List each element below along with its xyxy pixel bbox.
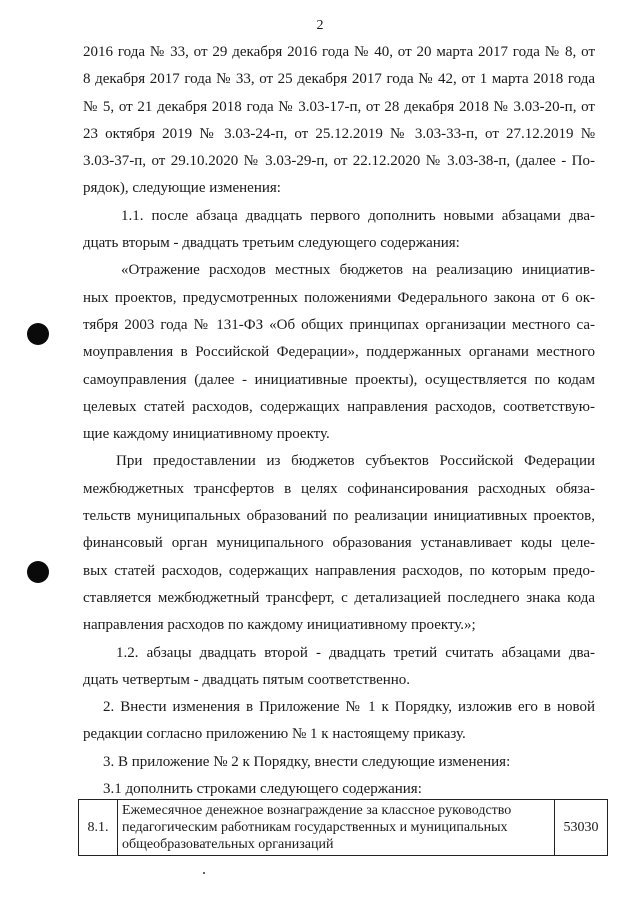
text-line: целевых статей расходов, содержащих направления расходов, соответствую- — [83, 398, 595, 415]
page-number: 2 — [316, 18, 324, 33]
inserted-rows-table — [78, 799, 608, 856]
text-line: 3.1 дополнить строками следующего содержания: — [103, 781, 422, 798]
text-line: дцать четвертым - двадцать пятым соответственно. — [83, 671, 411, 688]
text-line: 3.03-37-п, от 29.10.2020 № 3.03-29-п, от 22.12.2020 № 3.03-38-п, (далее - По- — [83, 153, 595, 170]
text-line: «Отражение расходов местных бюджетов на реализацию инициатив- — [121, 262, 595, 279]
description-line: педагогическим работникам государственных и муниципальных — [122, 820, 508, 835]
scan-speck — [203, 872, 205, 874]
row-amount: 53030 — [555, 800, 608, 856]
text-line: межбюджетных трансфертов в целях софинансирования расходных обяза- — [83, 480, 595, 497]
text-line: тября 2003 года № 131-ФЗ «Об общих принципах организации местного са- — [83, 316, 595, 333]
text-line: ных проектов, предусмотренных положениями Федерального закона от 6 ок- — [83, 289, 595, 306]
text-line: 2016 года № 33, от 29 декабря 2016 года № 40, от 20 марта 2017 года № 8, от — [83, 44, 595, 60]
description-line: Ежемесячное денежное вознаграждение за классное руководство — [122, 803, 512, 818]
text-line: щие каждому инициативному проекту. — [83, 426, 330, 443]
text-line: 1.1. после абзаца двадцать первого дополнить новыми абзацами два- — [121, 207, 595, 224]
punch-hole — [27, 561, 49, 583]
text-line: При предоставлении из бюджетов субъектов Российской Федерации — [116, 453, 595, 470]
text-line: 8 декабря 2017 года № 33, от 25 декабря 2017 года № 42, от 1 марта 2018 года — [83, 71, 595, 88]
text-line: 3. В приложение № 2 к Порядку, внести следующие изменения: — [103, 753, 511, 770]
document-body — [83, 39, 595, 803]
description-line: общеобразовательных организаций — [122, 837, 334, 852]
text-line: 23 октября 2019 № 3.03-24-п, от 25.12.2019 № 3.03-33-п, от 27.12.2019 № — [83, 125, 595, 142]
text-line: № 5, от 21 декабря 2018 года № 3.03-17-п, от 28 декабря 2018 № 3.03-20-п, от — [83, 98, 595, 115]
table-row — [79, 800, 608, 856]
text-line: моуправления в Российской Федерации», поддержанных органами местного — [83, 344, 595, 361]
text-line: дцать вторым - двадцать третьим следующего содержания: — [83, 235, 460, 252]
text-line: рядок), следующие изменения: — [83, 180, 281, 197]
punch-hole — [27, 323, 49, 345]
text-line: вых статей расходов, содержащих направления расходов, по которым предо- — [83, 562, 595, 579]
text-line: 2. Внести изменения в Приложение № 1 к Порядку, изложив его в новой — [103, 699, 595, 716]
row-code: 8.1. — [79, 800, 118, 856]
text-line: тельств муниципальных образований по реализации инициативных проектов, — [83, 508, 595, 525]
text-line: направления расходов по каждому инициативному проекту.»; — [83, 617, 476, 634]
row-description — [118, 800, 555, 856]
text-line: редакции согласно приложению № 1 к настоящему приказу. — [83, 726, 466, 743]
text-line: 1.2. абзацы двадцать второй - двадцать третий считать абзацами два- — [116, 644, 595, 661]
text-line: самоуправления (далее - инициативные проекты), осуществляется по кодам — [83, 371, 595, 388]
text-line: ставляется межбюджетный трансферт, с детализацией последнего знака кода — [83, 589, 595, 606]
text-line: финансовый орган муниципального образования устанавливает коды целе- — [83, 535, 595, 552]
